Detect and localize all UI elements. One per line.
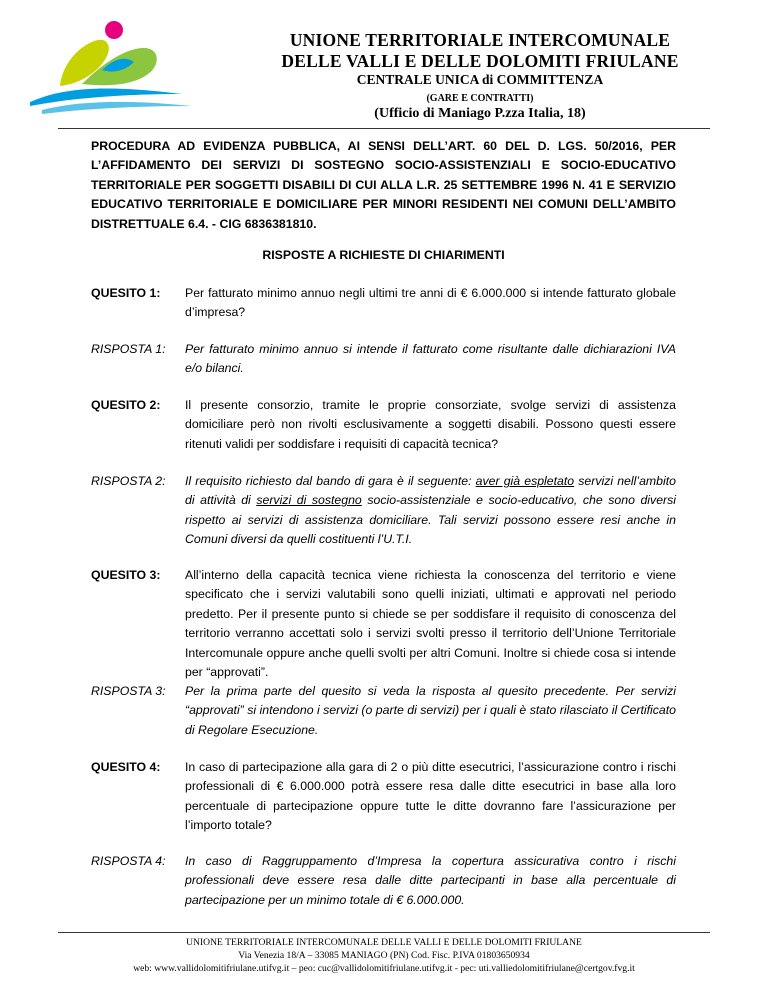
answer-underlined-phrase: aver già espletato: [475, 474, 575, 488]
question-label: QUESITO 4:: [91, 760, 161, 774]
header-title-line1: UNIONE TERRITORIALE INTERCOMUNALE: [289, 30, 671, 50]
answer-label: RISPOSTA 4:: [91, 854, 166, 868]
answer-text-part: servizi nell’ambito di attività di: [185, 474, 676, 508]
question-label: QUESITO 2:: [91, 398, 161, 412]
answer-text: Per fatturato minimo annuo si intende il fatturato come risultante dalle dichiarazioni IVA e/o bilanci.: [185, 342, 676, 376]
question-label: QUESITO 3:: [91, 568, 161, 582]
footer-divider: [58, 932, 710, 933]
header-divider: [58, 128, 710, 129]
answer-text-part: Il requisito richiesto dal bando di gara è il seguente:: [185, 474, 476, 488]
procedure-title: PROCEDURA AD EVIDENZA PUBBLICA, AI SENSI DELL’ART. 60 DEL D. LGS. 50/2016, PER L’AFFIDAMENTO DEI SERVIZI DI SOSTEGNO SOCIO-ASSISTENZIALI E SOCIO-EDUCATIVO TERRITORIALE PER SOGGETTI DISABILI DI CUI ALLA L.R. 25 SETTEMBRE 1996 N. 41 E SERVIZIO EDUCATIVO TERRITORIALE E DOMICILIARE PER MINORI RESIDENTI NEI COMUNI DELL’AMBITO DISTRETTUALE 6.4. - CIG 6836381810.: [91, 139, 676, 231]
answer-underlined-phrase: servizi di sostegno: [256, 493, 362, 508]
header-office-type: (GARE E CONTRATTI): [426, 93, 534, 104]
answer-label: RISPOSTA 1:: [91, 342, 166, 356]
header-subtitle: CENTRALE UNICA di COMMITTENZA: [356, 72, 604, 87]
uti-logo-icon: [22, 14, 202, 114]
question-label: QUESITO 1:: [91, 286, 161, 300]
footer-contacts: web: www.vallidolomitifriulane.utifvg.it – peo: cuc@vallidolomitifriulane.utifvg.it - pec: uti.valliedolomitifriulane@certgov.fvg.it: [133, 963, 635, 974]
question-text: Il presente consorzio, tramite le proprie consorziate, svolge servizi di assistenza domiciliare però non rivolti esclusivamente a soggetti disabili. Possono questi essere ritenuti validi per soddisfare i requisiti di capacità tecnica?: [185, 398, 676, 451]
question-text: All’interno della capacità tecnica viene richiesta la conoscenza del territorio e viene specificato che i servizi valutabili sono quelli iniziati, ultimati e approvati nel periodo predetto. Per il presente punto si chiede se per soddisfare il requisito di conoscenza del territorio verranno accettati solo i servizi svolti presso il territorio dell’Unione Territoriale Intercomunale oppure anche quelli svolti per altri Comuni. Inoltre si chiede cosa si intende per “approvati”.: [185, 568, 676, 680]
section-title: RISPOSTE A RICHIESTE DI CHIARIMENTI: [262, 248, 505, 262]
header-office-address: (Ufficio di Maniago P.zza Italia, 18): [374, 106, 586, 121]
answer-text: In caso di Raggruppamento d’Impresa la copertura assicurativa contro i rischi professionali deve essere resa dalle ditte partecipanti in base alla percentuale di partecipazione per un minimo totale di € 6.000.000.: [185, 854, 676, 907]
question-text: Per fatturato minimo annuo negli ultimi tre anni di € 6.000.000 si intende fatturato globale d’impresa?: [185, 286, 676, 320]
answer-text: Per la prima parte del quesito si veda la risposta al quesito precedente. Per servizi “approvati” si intendono i servizi (o parte di servizi) per i quali è stato rilasciato il Certificato di Regolare Esecuzione.: [185, 684, 676, 737]
answer-label: RISPOSTA 2:: [91, 474, 166, 488]
answer-label: RISPOSTA 3:: [91, 684, 166, 698]
footer-org-name: UNIONE TERRITORIALE INTERCOMUNALE DELLE VALLI E DELLE DOLOMITI FRIULANE: [186, 937, 582, 948]
footer-address: Via Venezia 18/A – 33085 MANIAGO (PN) Cod. Fisc. P.IVA 01803650934: [238, 950, 530, 961]
answer-text: [185, 472, 676, 550]
header-title-line2: DELLE VALLI E DELLE DOLOMITI FRIULANE: [281, 51, 679, 71]
question-text: In caso di partecipazione alla gara di 2 o più ditte esecutrici, l’assicurazione contro i rischi professionali di € 6.000.000 potrà essere resa dalle ditte esecutrici in base alla loro percentuale di partecipazione oppure tutte le ditte dovranno fare l’assicurazione per l’importo totale?: [185, 760, 676, 833]
answer-text-part: socio-assistenziale e socio-educativo, che sono diversi rispetto ai servizi di assistenza domiciliare. Tali servizi possono essere resi anche in Comuni diversi da quelli costituenti l’U.T.I.: [185, 493, 677, 547]
